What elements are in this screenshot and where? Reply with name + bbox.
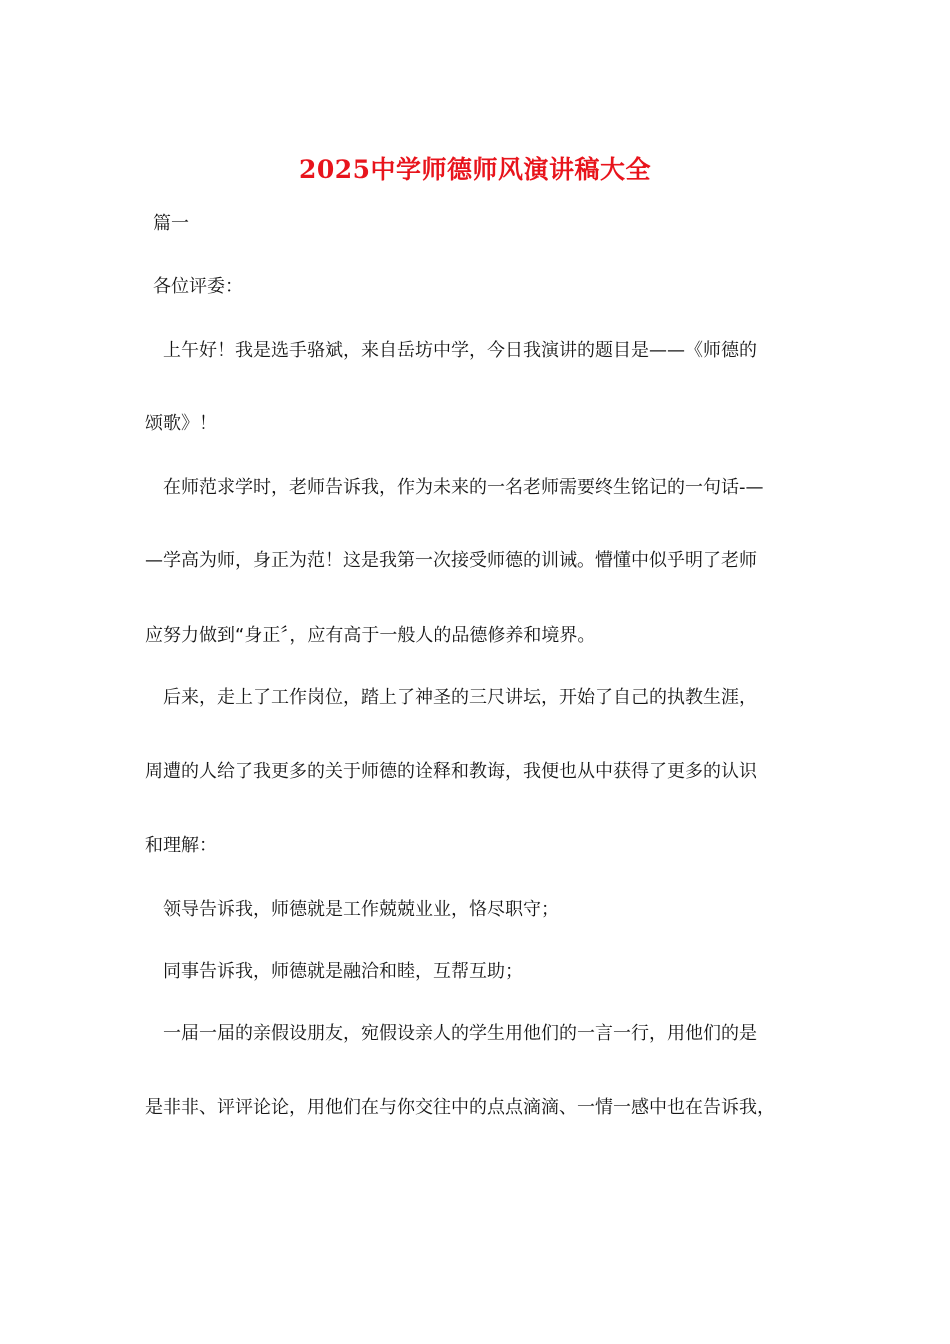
paragraph-line: —学高为师，身正为范！这是我第一次接受师德的训诫。懵懂中似乎明了老师: [145, 550, 757, 571]
paragraph-line: 同事告诉我，师德就是融洽和睦，互帮互助；: [163, 961, 523, 982]
paragraph-line: 一届一届的亲假设朋友，宛假设亲人的学生用他们的一言一行，用他们的是: [163, 1023, 757, 1044]
paragraph-line: 周遭的人给了我更多的关于师德的诠释和教诲，我便也从中获得了更多的认识: [145, 761, 757, 782]
paragraph-line: 领导告诉我，师德就是工作兢兢业业，恪尽职守；: [163, 899, 559, 920]
paragraph-line: 是非非、评评论论，用他们在与你交往中的点点滴滴、一情一感中也在告诉我，: [145, 1097, 775, 1118]
paragraph-line: 应努力做到“身正〞，应有高于一般人的品德修养和境界。: [145, 625, 596, 646]
section-heading: 篇一: [153, 213, 189, 234]
paragraph-line: 颂歌》！: [145, 413, 217, 434]
paragraph-line: 在师范求学时，老师告诉我，作为未来的一名老师需要终生铭记的一句话-—: [163, 477, 764, 498]
document-title: 2025中学师德师风演讲稿大全: [298, 155, 652, 184]
paragraph-line: 上午好！我是选手骆斌，来自岳坊中学，今日我演讲的题目是——《师德的: [163, 340, 757, 361]
paragraph-line: 后来，走上了工作岗位，踏上了神圣的三尺讲坛，开始了自己的执教生涯，: [163, 687, 757, 708]
paragraph-line: 和理解：: [145, 835, 217, 856]
salutation: 各位评委：: [153, 276, 243, 297]
